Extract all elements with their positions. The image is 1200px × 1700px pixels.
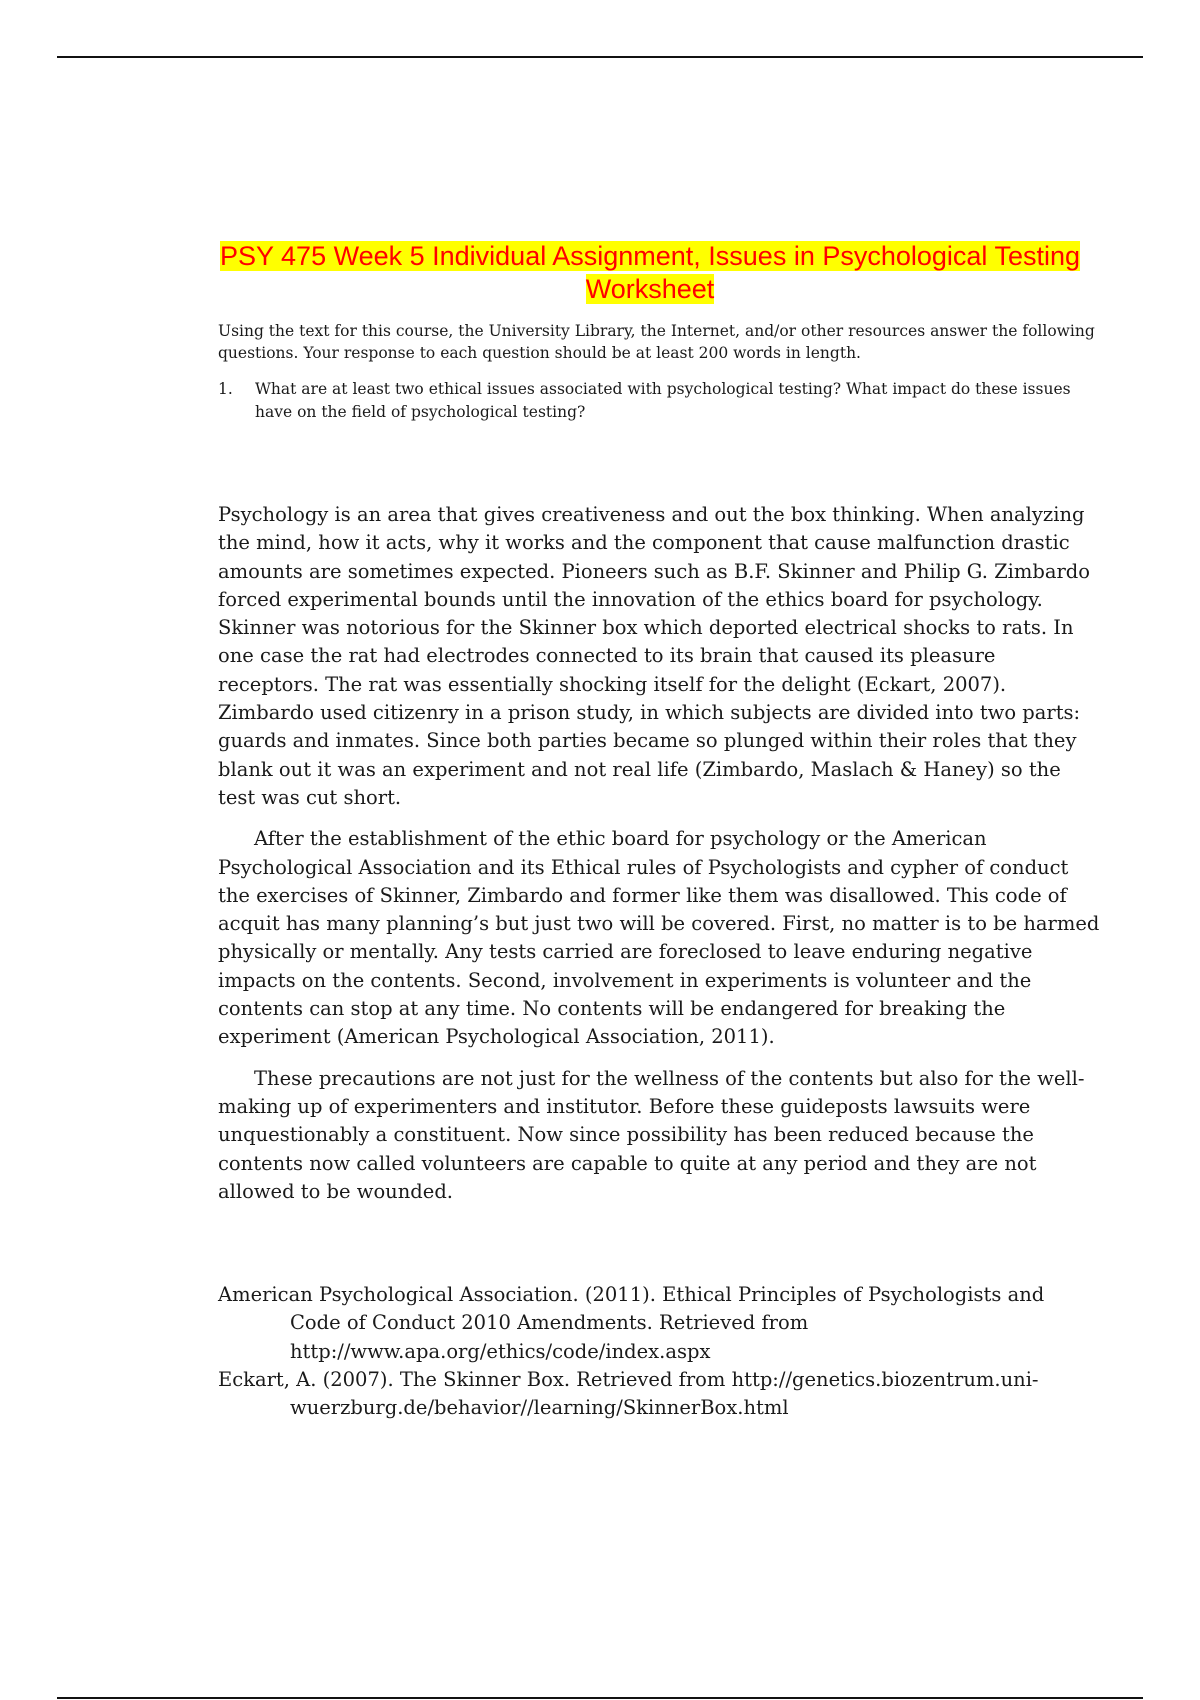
reference-entry-apa: American Psychological Association. (2011). Ethical Principles of Psychologists and Code of Conduct 2010 Amendments. Retrieved from http://www.apa.org/ethics/code/index.aspx <box>218 1283 1045 1363</box>
bottom-divider-line <box>57 1697 1143 1699</box>
reference-entry-eckart: Eckart, A. (2007). The Skinner Box. Retrieved from http://genetics.biozentrum.uni-wuerzburg.de/behavior//learning/SkinnerBox.html <box>218 1367 1039 1420</box>
instructions-text: Using the text for this course, the University Library, the Internet, and/or other resources answer the following questions. Your response to each question should be at least 200 words in length. <box>218 322 1095 362</box>
answer-paragraph-3: These precautions are not just for the wellness of the contents but also for the well- making up of experimenters and institutor. Before these guideposts lawsuits were unquestionably a constituent. Now since possibility has been reduced because the contents now called volunteers are capable to quite at any period and they are not allowed to be wounded. <box>218 1066 1085 1203</box>
question-item <box>218 378 1098 424</box>
answer-paragraph-2: After the establishment of the ethic board for psychology or the American Psychological Association and its Ethical rules of Psychologists and cypher of conduct the exercises of Skinner, Zimbardo and former like them was disallowed. This code of acquit has many planning’s but just two will be covered. First, no matter is to be harmed physically or mentally. Any tests carried are foreclosed to leave enduring negative impacts on the contents. Second, involvement in experiments is volunteer and the contents can stop at any time. No contents will be endangered for breaking the experiment (American Psychological Association, 2011). <box>218 827 1100 1049</box>
answer-body <box>218 501 1100 1219</box>
answer-paragraph-1: Psychology is an area that gives creativeness and out the box thinking. When analyzing the mind, how it acts, why it works and the component that cause malfunction drastic amounts are sometimes expected. Pioneers such as B.F. Skinner and Philip G. Zimbardo forced experimental bounds until the innovation of the ethics board for psychology. Skinner was notorious for the Skinner box which deported electrical shocks to rats. In one case the rat had electrodes connected to its brain that caused its pleasure receptors. The rat was essentially shocking itself for the delight (Eckart, 2007). Zimbardo used citizenry in a prison study, in which subjects are divided into two parts: guards and inmates. Since both parties became so plunged within their roles that they blank out it was an experiment and not real life (Zimbardo, Maslach & Haney) so the test was cut short. <box>218 503 1091 809</box>
reference-list <box>218 1281 1100 1422</box>
document-title <box>200 240 1100 306</box>
question-number: 1. <box>218 380 233 398</box>
document-title-text: PSY 475 Week 5 Individual Assignment, Issues in Psychological Testing Worksheet <box>220 241 1080 304</box>
top-divider-line <box>57 56 1143 58</box>
question-text: What are at least two ethical issues associated with psychological testing? What impact do these issues have on the field of psychological testing? <box>255 380 1071 421</box>
